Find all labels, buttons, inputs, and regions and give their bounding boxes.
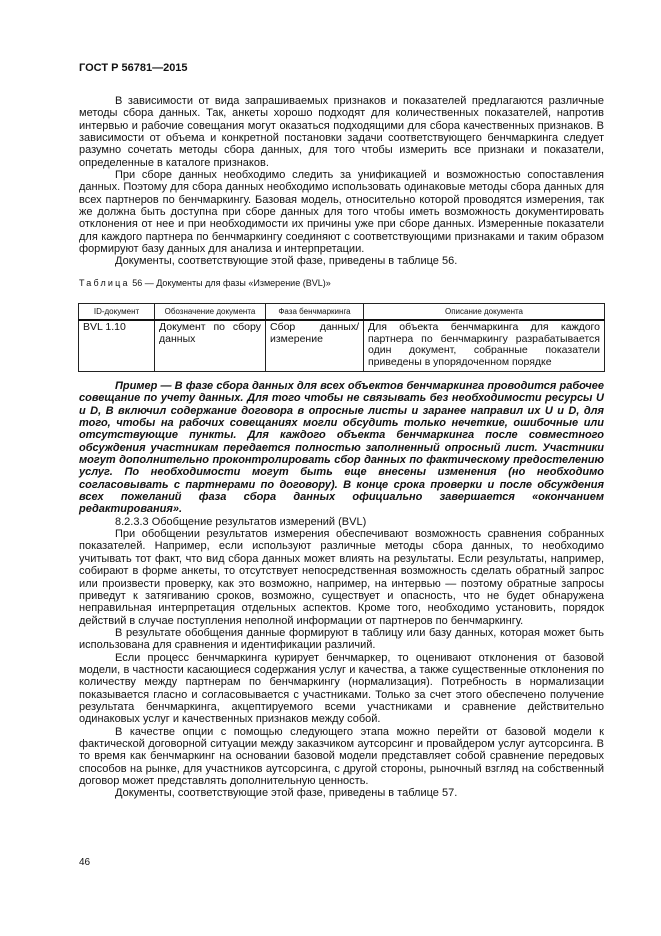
subsection-heading: 8.2.3.3 Обобщение результатов измерений (BVL) [115, 515, 367, 528]
paragraph: Если процесс бенчмаркинга курирует бенчмаркер, то оценивают отклонения от базовой модели, в частности касающиеся содержания услуг и качества, а также существенные отклонения по количеству между партнерам по бенчмаркингу (нормализация). Потребность в нормализации показывается гласно и согласовывается с участниками. Только за счет этого обеспечено получение результата бенчмаркинга, акцептируемого всеми участниками и сравнение действительно одинаковых услуг и качественных признаков между собой. [79, 651, 604, 726]
paragraph: При сборе данных необходимо следить за унификацией и возможностью сопоставления данных. Поэтому для сбора данных необходимо использовать одинаковые методы сбора данных для всех партнеров по бенчмаркингу. Базовая модель, относительно которой проводятся измерения, так же должна быть доступна при сборе данных для того чтобы иметь возможность документировать отклонения от нее и при необходимости их причины уже при сборе данных. Измеренные показатели для каждого партнера по бенчмаркингу соединяют с соответствующими признаками и таким образом формируют базу данных для анализа и интерпретации. [79, 169, 604, 256]
paragraph: В качестве опции с помощью следующего этапа можно перейти от базовой модели к фактической договорной ситуации между заказчиком аутсорсинг и провайдером услуг аутсорсинга. В то время как бенчмаркинг на основании базовой модели представляет собой сравнение передовых способов на рынке, для участников аутсорсинга, с другой стороны, рыночный взгляд на собственный договор может представлять дополнительную ценность. [79, 725, 604, 787]
paragraph: Документы, соответствующие этой фазе, приведены в таблице 57. [115, 787, 458, 800]
table-caption-prefix: Таблица [79, 278, 130, 288]
table-cell-description: Для объекта бенчмаркинга для каждого партнера по бенчмаркингу разрабатывается один документ, собранные показатели приведены в упорядоченном порядке [364, 320, 605, 372]
documents-table [78, 303, 605, 372]
paragraph: При обобщении результатов измерения обеспечивают возможность сравнения собранных показателей. Например, если используют различные методы сбора данных, то необходимо учитывать тот факт, что вид сбора данных может влиять на результаты. Если результаты, например, собирают в форме анкеты, то отсутствует непосредственная возможность сделать обратный запрос или произвести проверку, как это возможно, например, на интервью — поэтому обратные запросы приведут к затягиванию сроков, возможно, существует и опасность, что не будет обнаружена неправильная интерпретация отдельных аспектов. Кроме того, необходимо установить, порядок действий в случае поступления неполной информации от партнеров по бенчмаркингу. [79, 528, 604, 627]
section-aggregation [79, 380, 604, 800]
paragraph: Документы, соответствующие этой фазе, приведены в таблице 56. [115, 255, 458, 268]
table-caption-title: 56 — Документы для фазы «Измерение (BVL)» [129, 278, 331, 288]
table-cell-designation: Документ по сбору данных [155, 320, 266, 372]
paragraph: В зависимости от вида запрашиваемых признаков и показателей предлагаются различные методы сбора данных. Так, анкеты хорошо подходят для количественных показателей, напротив интервью и рабочие совещания могут оказаться подходящими для сбора качественных признаков. В зависимости от объема и конкретной постановки задачи соответствующего бенчмаркинга следует разумно сочетать методы сбора данных, для того чтобы измерить все признаки и показатели, определенные в каталоге признаков. [79, 95, 604, 169]
column-header: Описание документа [364, 304, 605, 321]
table-row [79, 320, 605, 372]
table-cell-id: BVL 1.10 [79, 320, 155, 372]
document-header: ГОСТ Р 56781—2015 [79, 62, 188, 74]
section-data-collection [79, 95, 604, 268]
column-header: ID-документ [79, 304, 155, 321]
column-header: Фаза бенчмаркинга [266, 304, 364, 321]
example-paragraph: Пример — В фазе сбора данных для всех объектов бенчмаркинга проводится рабочее совещание по учету данных. Для того чтобы не связывать без необходимости ресурсы U и D, B включил содержание договора в опросные листы и заранее направил их U и D, для того, чтобы на рабочих совещаниях могли обсудить только нечеткие, ошибочные или отсутствующие пункты. Для каждого объекта бенчмаркинга после совместного обсуждения участникам передается полностью заполненный опросный лист. Участники могут дополнительно проконтролировать сбор данных по фактическому предостелению услуг. По необходимости могут быть еще внесены изменения (но необходимо согласовывать с партнерами по договору). В конце срока проверки и после обсуждения всех пожеланий фаза сбора данных официально завершается «окончанием редактирования». [79, 380, 604, 516]
table-header-row [79, 304, 605, 321]
paragraph: В результате обобщения данные формируют в таблицу или базу данных, которая может быть использована для сравнения и идентификации различий. [79, 626, 604, 652]
table-cell-phase: Сбор данных/ измерение [266, 320, 364, 372]
column-header: Обозначение документа [155, 304, 266, 321]
page-number: 46 [79, 857, 91, 868]
table-caption [79, 278, 331, 288]
